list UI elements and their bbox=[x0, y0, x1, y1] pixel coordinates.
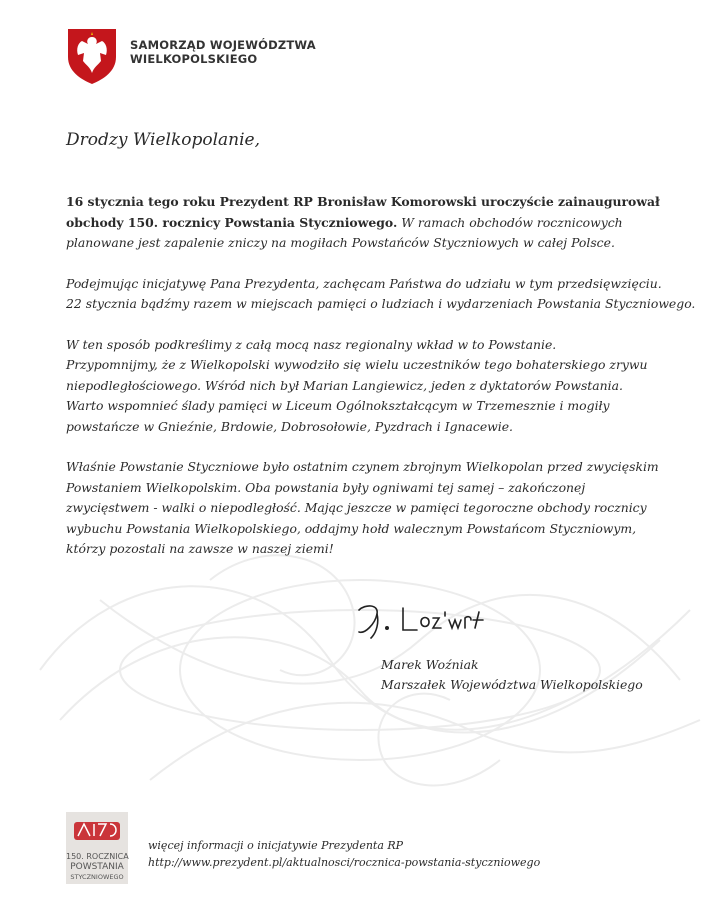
anniversary-logo-line3: STYCZNIOWEGO bbox=[70, 873, 124, 881]
letter-body bbox=[66, 192, 696, 580]
organization-name bbox=[130, 38, 316, 66]
p3-line: Warto wspomnieć ślady pamięci w Liceum Ogólnokształcącym w Trzemesznie i mogiły bbox=[66, 398, 610, 413]
signer-name: Marek Woźniak bbox=[381, 657, 479, 672]
footer-note-url[interactable]: http://www.prezydent.pl/aktualnosci/rocznica-powstania-styczniowego bbox=[148, 856, 541, 869]
letter-salutation: Drodzy Wielkopolanie, bbox=[66, 130, 261, 150]
footer-note bbox=[148, 837, 540, 871]
anniversary-logo-line2: POWSTANIA bbox=[70, 862, 124, 872]
signer-title: Marszałek Województwa Wielkopolskiego bbox=[381, 677, 643, 692]
handwritten-signature bbox=[355, 600, 505, 640]
footer-note-text: więcej informacji o inicjatywie Prezydenta RP bbox=[148, 839, 404, 852]
organization-name-line2: WIELKOPOLSKIEGO bbox=[130, 52, 258, 66]
p3-line: powstańcze w Gnieźnie, Brdowie, Dobrosołowie, Pyzdrach i Ignacewie. bbox=[66, 418, 513, 434]
eagle-crest-logo bbox=[66, 27, 118, 85]
paragraph-4 bbox=[66, 457, 659, 560]
signer-block bbox=[381, 655, 643, 695]
anniversary-logo bbox=[66, 812, 128, 884]
p1-line2-bold: obchody 150. rocznicy Powstania Styczniowego. bbox=[66, 214, 398, 230]
p3-line: Przypomnijmy, że z Wielkopolski wywodziło się wielu uczestników tego bohaterskiego zrywu bbox=[66, 357, 648, 372]
p4-line: którzy pozostali na zawsze w naszej ziemi! bbox=[66, 541, 334, 556]
p4-line: Powstaniem Wielkopolskim. Oba powstania były ogniwami tej samej – zakończonej bbox=[66, 479, 586, 495]
p2-line: Podejmując inicjatywę Pana Prezydenta, zachęcam Państwa do udziału w tym przedsięwzięciu. bbox=[66, 275, 662, 291]
p1-line3: planowane jest zapalenie zniczy na mogiłach Powstańców Styczniowych w całej Polsce. bbox=[66, 235, 615, 250]
paragraph-1 bbox=[66, 192, 660, 254]
p1-line2-italic: W ramach obchodów rocznicowych bbox=[397, 214, 623, 230]
p4-line: zwycięstwem - walki o niepodległość. Mając jeszcze w pamięci tegoroczne obchody rocznicy bbox=[66, 500, 647, 515]
organization-name-line1: SAMORZĄD WOJEWÓDZTWA bbox=[130, 38, 316, 52]
p2-line: 22 stycznia bądźmy razem w miejscach pamięci o ludziach i wydarzeniach Powstania Styczniowego. bbox=[66, 296, 696, 311]
p4-line: wybuchu Powstania Wielkopolskiego, oddajmy hołd walecznym Powstańcom Styczniowym, bbox=[66, 520, 637, 536]
anniversary-emblem-icon bbox=[72, 818, 122, 844]
anniversary-logo-line1: 150. ROCZNICA bbox=[66, 852, 129, 861]
p4-line: Właśnie Powstanie Styczniowe było ostatnim czynem zbrojnym Wielkopolan przed zwycięskim bbox=[66, 459, 659, 474]
paragraph-2 bbox=[66, 274, 696, 315]
p1-line1: 16 stycznia tego roku Prezydent RP Bronisław Komorowski uroczyście zainaugurował bbox=[66, 194, 660, 209]
paragraph-3 bbox=[66, 335, 646, 438]
p3-line: W ten sposób podkreślimy z całą mocą nasz regionalny wkład w to Powstanie. bbox=[66, 336, 557, 352]
p3-line: niepodległościowego. Wśród nich był Marian Langiewicz, jeden z dyktatorów Powstania. bbox=[66, 377, 623, 393]
